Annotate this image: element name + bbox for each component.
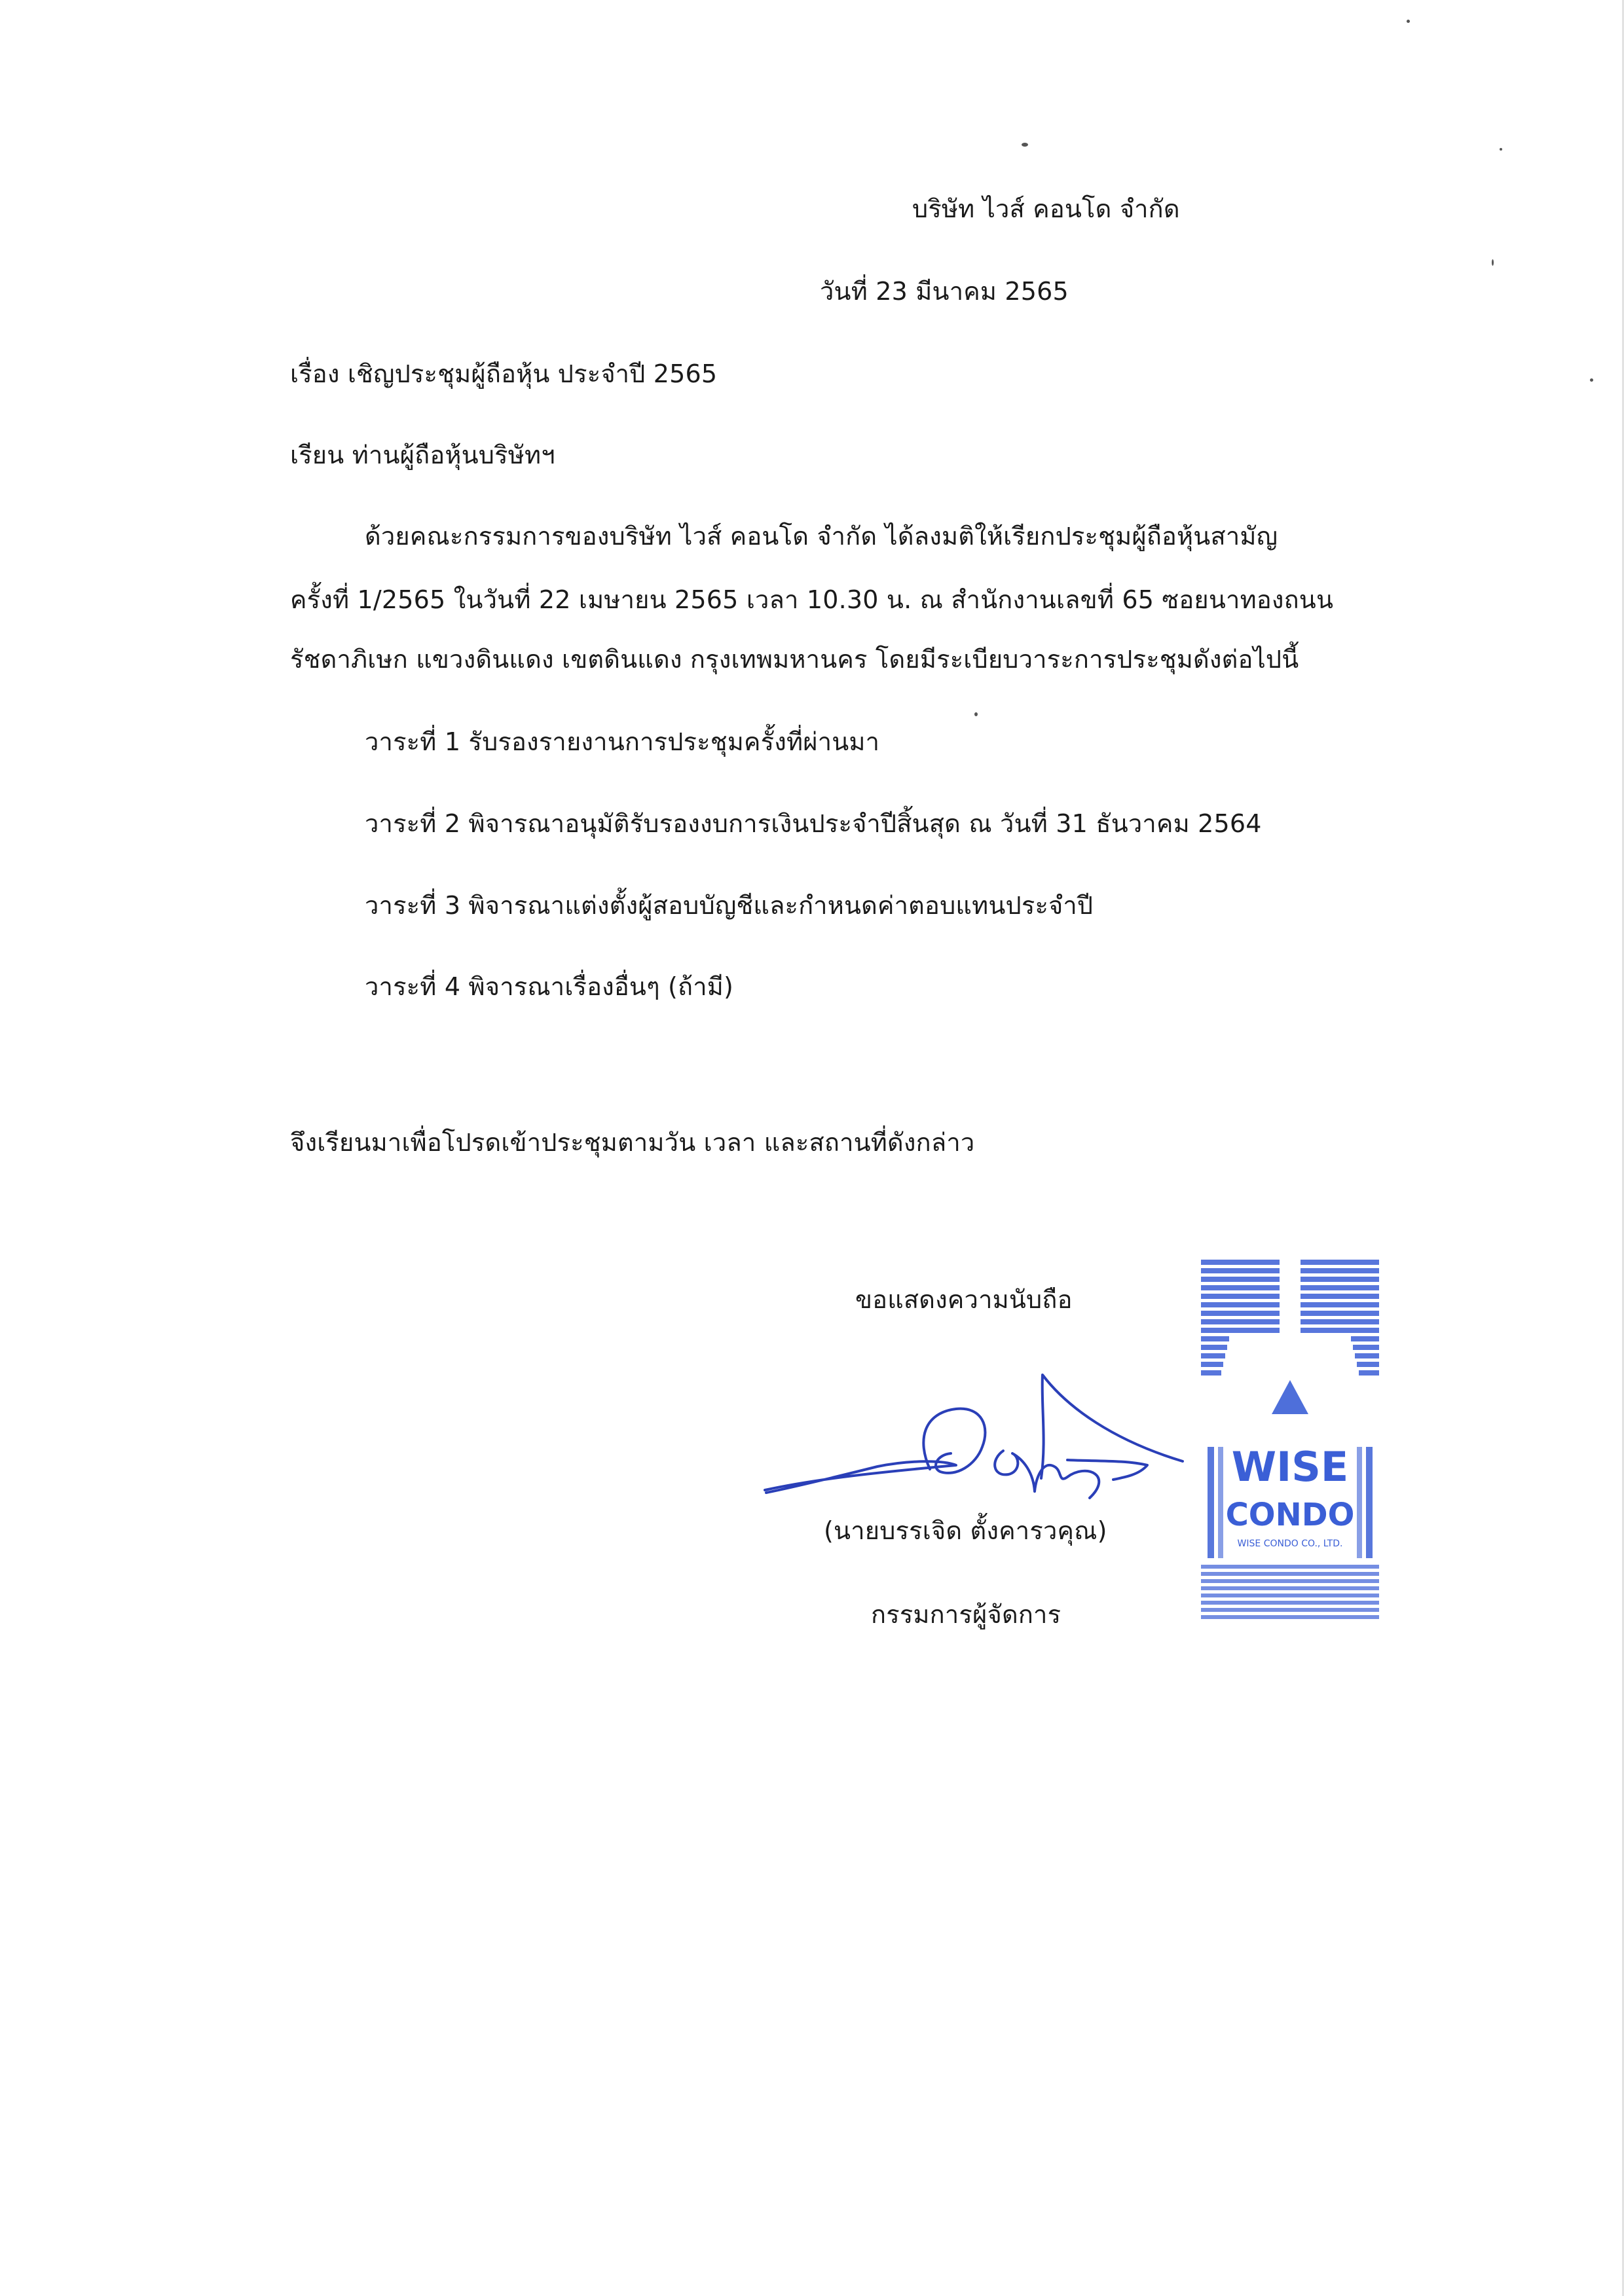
- stamp-bottom-stripes: [1201, 1565, 1379, 1619]
- agenda-item-2: วาระที่ 2 พิจารณาอนุมัติรับรองงบการเงินประจำปีสิ้นสุด ณ วันที่ 31 ธันวาคม 2564: [365, 809, 1262, 838]
- handwritten-signature: [760, 1362, 1192, 1519]
- stamp-stripe: [1201, 1345, 1227, 1350]
- stamp-stripe: [1201, 1285, 1280, 1290]
- signatory-name: (นายบรรเจิด ตั้งคารวคุณ): [824, 1516, 1107, 1545]
- company-name: บริษัท ไวส์ คอนโด จำกัด: [912, 194, 1180, 223]
- stamp-stripe: [1201, 1319, 1280, 1324]
- stamp-stripe: [1301, 1302, 1379, 1307]
- stamp-stripe: [1301, 1311, 1379, 1316]
- stamp-stripe: [1201, 1311, 1280, 1316]
- stamp-stripe: [1201, 1579, 1379, 1583]
- stamp-stripe: [1301, 1328, 1379, 1333]
- agenda-item-4: วาระที่ 4 พิจารณาเรื่องอื่นๆ (ถ้ามี): [365, 972, 734, 1001]
- agenda-item-3: วาระที่ 3 พิจารณาแต่งตั้งผู้สอบบัญชีและกำหนดค่าตอบแทนประจำปี: [365, 891, 1094, 920]
- stamp-stripe: [1359, 1370, 1379, 1376]
- stamp-stripe: [1201, 1370, 1221, 1376]
- stamp-stripe: [1301, 1277, 1379, 1282]
- company-stamp: [1198, 1257, 1382, 1624]
- stamp-stripe: [1201, 1594, 1379, 1597]
- stamp-stripe: [1201, 1328, 1280, 1333]
- scan-speck: [974, 712, 978, 716]
- stamp-stripe: [1353, 1345, 1379, 1350]
- stamp-stripe: [1201, 1302, 1280, 1307]
- body-line-3: รัชดาภิเษก แขวงดินแดง เขตดินแดง กรุงเทพมหานคร โดยมีระเบียบวาระการประชุมดังต่อไปนี้: [290, 645, 1299, 674]
- stamp-stripe: [1201, 1353, 1225, 1358]
- stamp-stripe: [1301, 1268, 1379, 1273]
- stamp-stripe: [1351, 1336, 1379, 1341]
- stamp-stripe: [1201, 1601, 1379, 1605]
- stamp-stripe: [1201, 1572, 1379, 1576]
- stamp-wordmark-wise: WISE: [1231, 1443, 1349, 1491]
- stamp-stripe: [1201, 1277, 1280, 1282]
- stamp-stripe: [1201, 1586, 1379, 1590]
- stamp-stripe: [1201, 1294, 1280, 1299]
- scan-speck: [1022, 143, 1028, 147]
- stamp-stripe: [1357, 1362, 1379, 1367]
- stamp-stripe: [1301, 1294, 1379, 1299]
- stamp-stripe: [1201, 1565, 1379, 1569]
- stamp-stripe: [1201, 1260, 1280, 1265]
- scan-speck: [1500, 148, 1502, 151]
- subject-line: เรื่อง เชิญประชุมผู้ถือหุ้น ประจำปี 2565: [290, 359, 718, 388]
- stamp-stripe: [1201, 1615, 1379, 1619]
- stamp-stripe: [1201, 1608, 1379, 1612]
- stamp-stripe: [1301, 1285, 1379, 1290]
- scan-speck: [1492, 259, 1494, 266]
- scan-speck: [1590, 378, 1593, 382]
- closing-line: จึงเรียนมาเพื่อโปรดเข้าประชุมตามวัน เวลา และสถานที่ดังกล่าว: [290, 1128, 975, 1157]
- stamp-stripe: [1201, 1268, 1280, 1273]
- signatory-position: กรรมการผู้จัดการ: [871, 1600, 1061, 1629]
- stamp-triangle-logo: [1272, 1380, 1308, 1414]
- body-line-1: ด้วยคณะกรรมการของบริษัท ไวส์ คอนโด จำกัด ได้ลงมติให้เรียกประชุมผู้ถือหุ้นสามัญ: [365, 522, 1278, 551]
- stamp-company-legal: WISE CONDO CO., LTD.: [1237, 1539, 1343, 1549]
- scan-speck: [1407, 20, 1410, 23]
- stamp-stripe: [1355, 1353, 1379, 1358]
- body-line-2: ครั้งที่ 1/2565 ในวันที่ 22 เมษายน 2565 เวลา 10.30 น. ณ สำนักงานเลขที่ 65 ซอยนาทองถนน: [290, 585, 1334, 614]
- agenda-item-1: วาระที่ 1 รับรองรายงานการประชุมครั้งที่ผ่านมา: [365, 727, 880, 756]
- recipient-line: เรียน ท่านผู้ถือหุ้นบริษัทฯ: [290, 441, 555, 469]
- stamp-stripe: [1201, 1336, 1229, 1341]
- stamp-stripe: [1301, 1260, 1379, 1265]
- letter-date: วันที่ 23 มีนาคม 2565: [820, 277, 1069, 306]
- stamp-stripe: [1201, 1362, 1223, 1367]
- stamp-stripe: [1301, 1319, 1379, 1324]
- stamp-stripes: [1201, 1260, 1379, 1376]
- regards-line: ขอแสดงความนับถือ: [855, 1285, 1073, 1314]
- stamp-wordmark-condo: CONDO: [1225, 1497, 1355, 1533]
